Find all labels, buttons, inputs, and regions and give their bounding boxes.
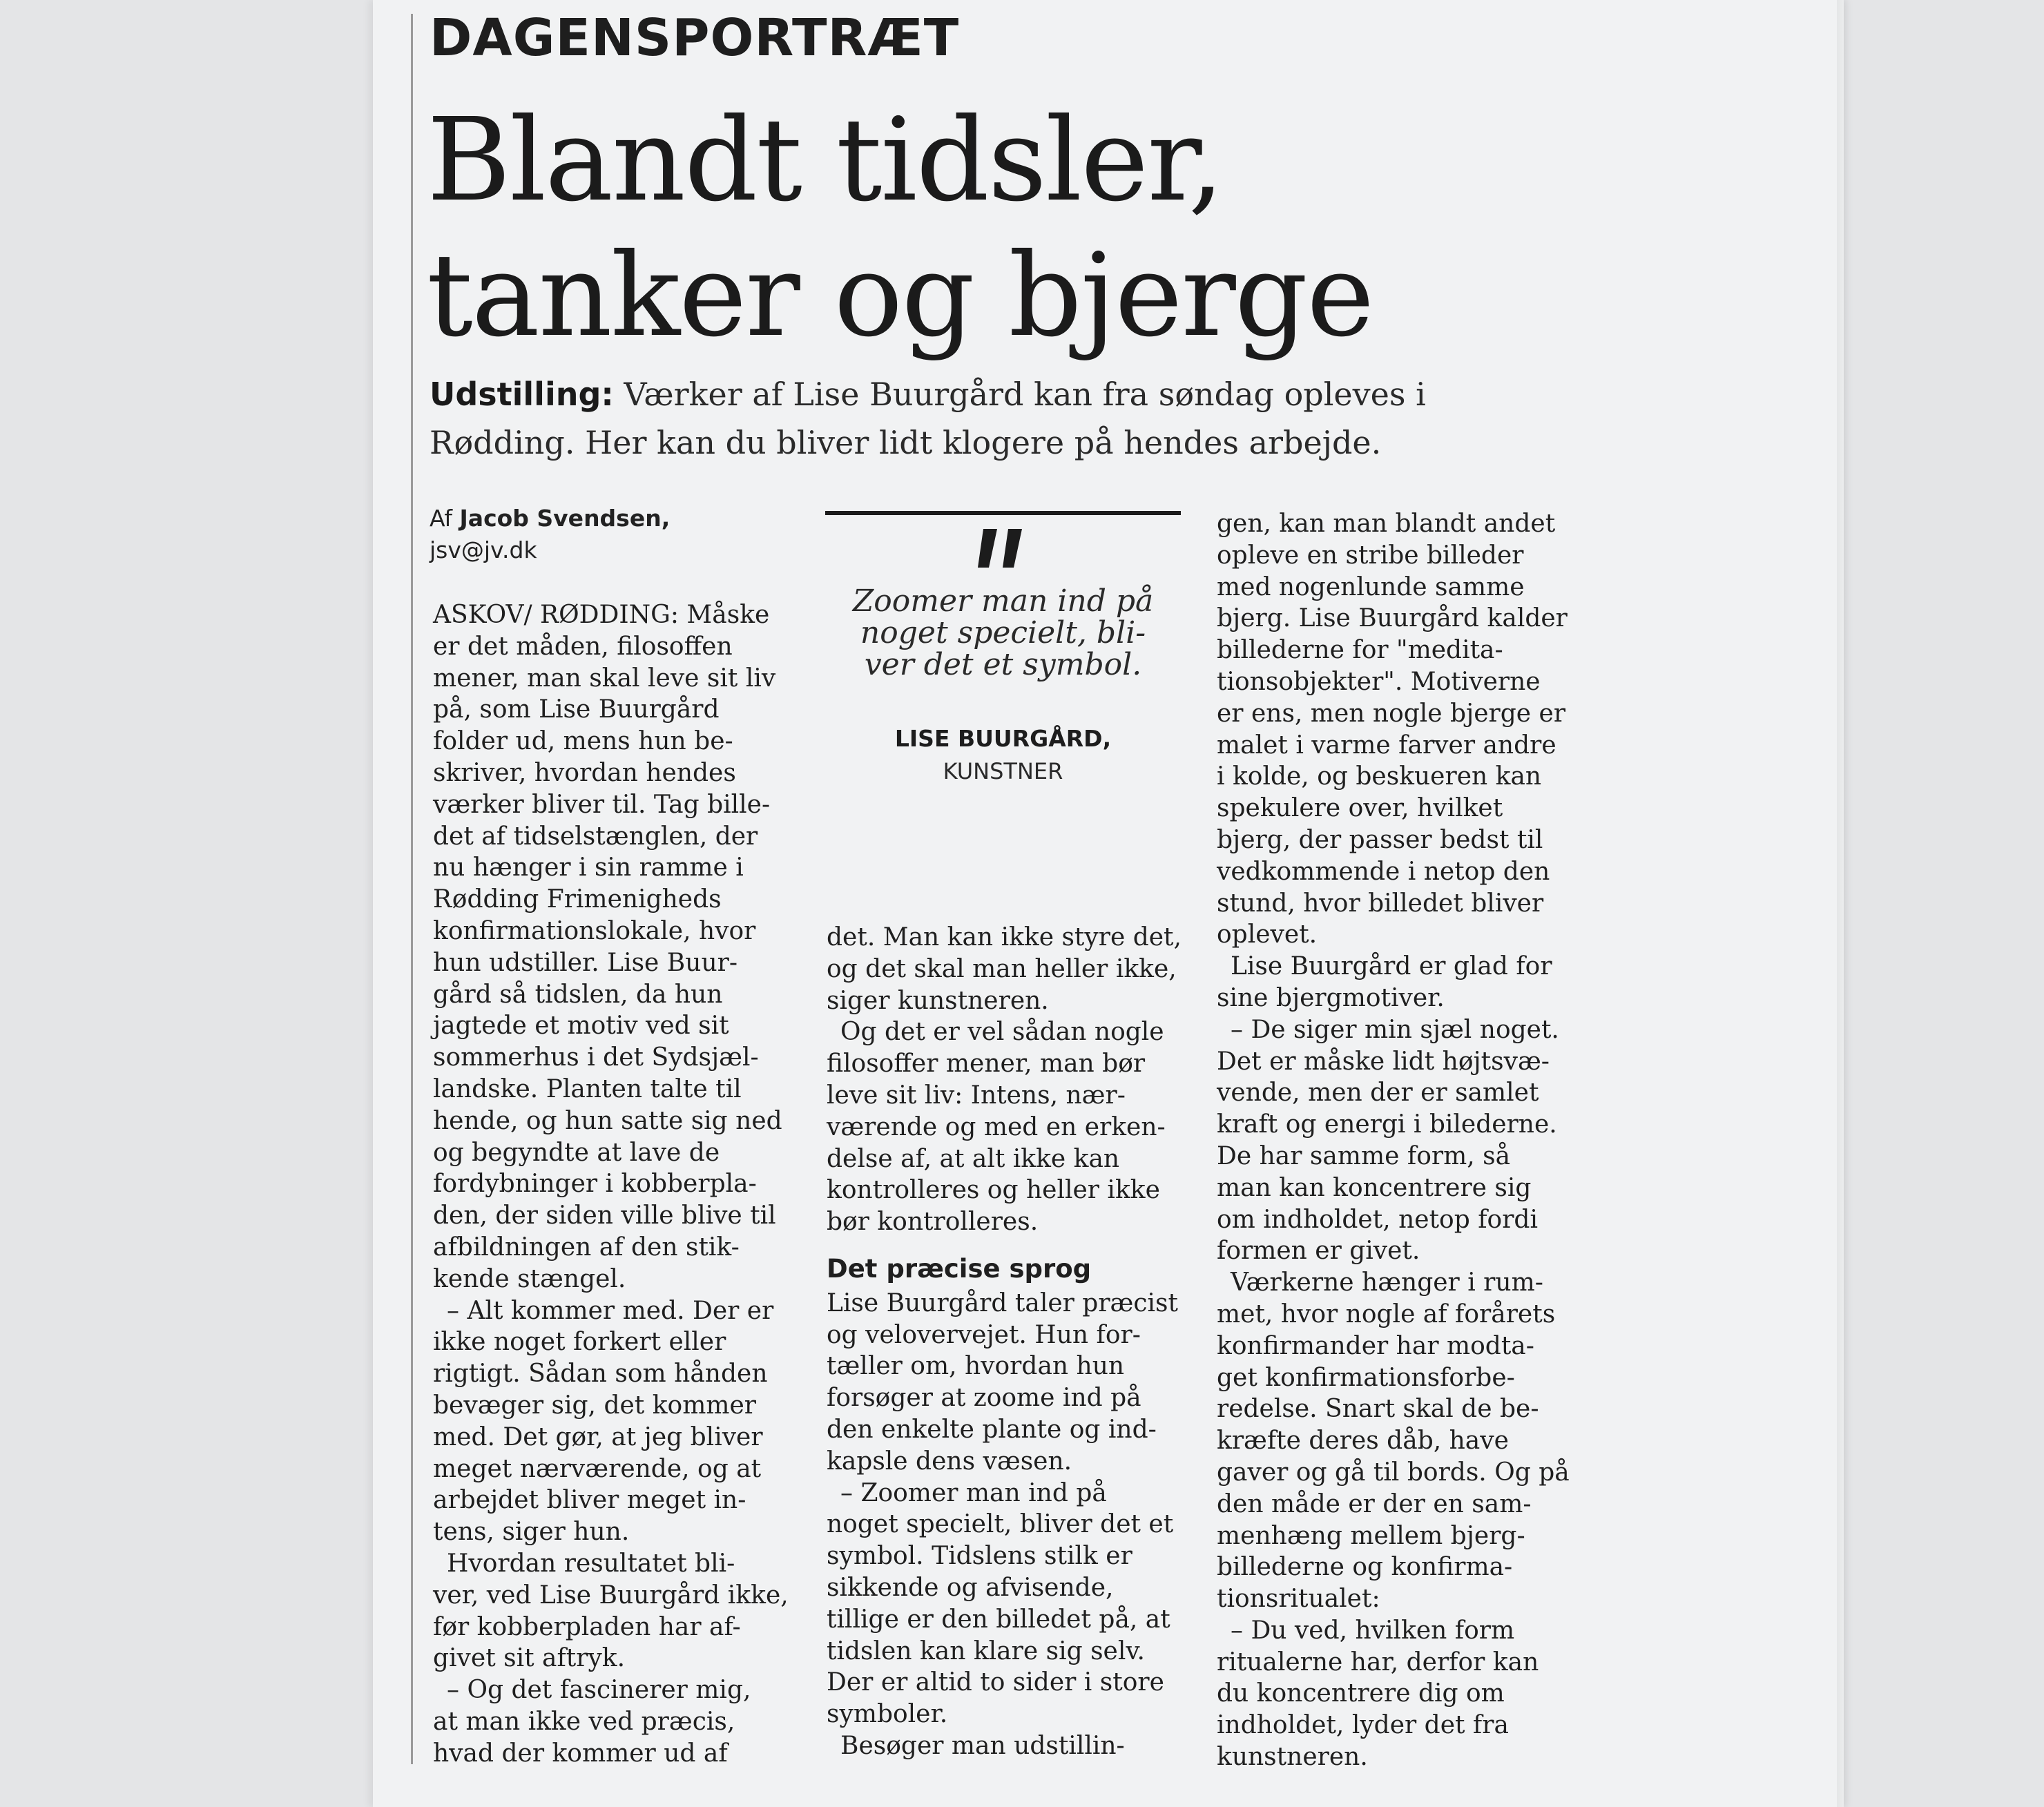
article-line: landske. Planten talte til bbox=[433, 1074, 742, 1103]
headline-line-1: Blandt tidsler, bbox=[427, 94, 1224, 227]
article-line: ver, ved Lise Buurgård ikke, bbox=[433, 1581, 789, 1610]
pull-quote bbox=[825, 583, 1181, 682]
article-line: – Alt kommer med. Der er bbox=[447, 1296, 774, 1325]
article-line: symbol. Tidslens stilk er bbox=[827, 1542, 1132, 1571]
article-line: kontrolleres og heller ikke bbox=[827, 1176, 1160, 1205]
article-line: bjerg. Lise Buurgård kalder bbox=[1217, 604, 1568, 633]
article-line: gen, kan man blandt andet bbox=[1217, 510, 1556, 538]
article-line: opleve en stribe billeder bbox=[1217, 541, 1524, 570]
article-line: folder ud, mens hun be- bbox=[433, 727, 733, 756]
pull-quote-line: Zoomer man ind på bbox=[852, 583, 1154, 619]
article-line: med nogenlunde samme bbox=[1217, 572, 1525, 601]
article-line: noget specielt, bliver det et bbox=[827, 1510, 1174, 1539]
article-line: den måde er der en sam- bbox=[1217, 1489, 1532, 1518]
article-line: mener, man skal leve sit liv bbox=[433, 664, 776, 693]
article-line: met, hvor nogle af forårets bbox=[1217, 1299, 1556, 1328]
article-line: billederne for "medita- bbox=[1217, 636, 1503, 665]
article-line: De har samme form, så bbox=[1217, 1141, 1511, 1170]
article-line: bjerg, der passer bedst til bbox=[1217, 825, 1543, 854]
article-line: værker bliver til. Tag bille- bbox=[433, 790, 771, 819]
article-line: jagtede et motiv ved sit bbox=[433, 1012, 729, 1041]
article-line: – Og det fascinerer mig, bbox=[447, 1676, 751, 1705]
article-line: bør kontrolleres. bbox=[827, 1208, 1039, 1237]
article-line: bevæger sig, det kommer bbox=[433, 1391, 756, 1420]
article-line: det. Man kan ikke styre det, bbox=[827, 923, 1182, 951]
article-line: redelse. Snart skal de be- bbox=[1217, 1395, 1539, 1424]
article-line: sikkende og afvisende, bbox=[827, 1573, 1114, 1602]
article-line: kunstneren. bbox=[1217, 1743, 1368, 1772]
deck-label: Udstilling: bbox=[430, 376, 614, 413]
article-line: før kobberpladen har af- bbox=[433, 1612, 741, 1641]
article-column-1 bbox=[433, 599, 799, 1769]
kicker-part1: DAGENS bbox=[430, 8, 673, 68]
article-line: leve sit liv: Intens, nær- bbox=[827, 1081, 1126, 1110]
deck-line-1: Værker af Lise Buurgård kan fra søndag opleves i bbox=[613, 376, 1426, 413]
pull-quote-attribution-name: LISE BUURGÅRD, bbox=[894, 725, 1112, 752]
article-line: spekulere over, hvilket bbox=[1217, 794, 1503, 823]
article-line: Der er altid to sider i store bbox=[827, 1668, 1164, 1697]
article-line: kende stængel. bbox=[433, 1264, 626, 1293]
article-line: man kan koncentrere sig bbox=[1217, 1173, 1532, 1202]
article-line: menhæng mellem bjerg- bbox=[1217, 1521, 1525, 1550]
article-line: den enkelte plante og ind- bbox=[827, 1415, 1157, 1444]
pull-quote-line: ver det et symbol. bbox=[864, 647, 1142, 682]
article-line: forsøger at zoome ind på bbox=[827, 1384, 1141, 1413]
byline-author: Jacob Svendsen, bbox=[459, 505, 671, 532]
deck bbox=[430, 370, 1603, 467]
byline-email: jsv@jv.dk bbox=[430, 537, 537, 563]
article-line: tionsritualet: bbox=[1217, 1585, 1380, 1614]
article-line: sine bjergmotiver. bbox=[1217, 983, 1445, 1012]
article-line: indholdet, lyder det fra bbox=[1217, 1711, 1509, 1740]
article-line: vende, men der er samlet bbox=[1217, 1079, 1539, 1108]
subheading: Det præcise sprog bbox=[827, 1253, 1092, 1284]
article-line: tidslen kan klare sig selv. bbox=[827, 1636, 1145, 1665]
article-line: på, som Lise Buurgård bbox=[433, 695, 720, 724]
headline bbox=[427, 93, 1532, 364]
article-line: Og det er vel sådan nogle bbox=[840, 1018, 1164, 1047]
article-line: og det skal man heller ikke, bbox=[827, 954, 1177, 983]
article-line: Det er måske lidt højtsvæ- bbox=[1217, 1047, 1550, 1076]
article-line: er ens, men nogle bjerge er bbox=[1217, 699, 1566, 728]
article-line: symboler. bbox=[827, 1700, 948, 1729]
article-line: billederne og konfirma- bbox=[1217, 1553, 1513, 1582]
article-line: værende og med en erken- bbox=[827, 1112, 1166, 1141]
article-line: fordybninger i kobberpla- bbox=[433, 1170, 757, 1199]
article-line: Lise Buurgård taler præcist bbox=[827, 1288, 1178, 1317]
article-line: skriver, hvordan hendes bbox=[433, 758, 736, 787]
article-line: sommerhus i det Sydsjæl- bbox=[433, 1043, 759, 1072]
article-line: hende, og hun satte sig ned bbox=[433, 1106, 782, 1135]
article-line: formen er givet. bbox=[1217, 1237, 1420, 1266]
article-line: konfirmationslokale, hvor bbox=[433, 916, 756, 945]
article-line: rigtigt. Sådan som hånden bbox=[433, 1360, 768, 1389]
article-line: hvad der kommer ud af bbox=[433, 1739, 728, 1768]
article-line: kræfte deres dåb, have bbox=[1217, 1427, 1509, 1456]
article-line: filosoffer mener, man bør bbox=[827, 1050, 1146, 1079]
article-line: afbildningen af den stik- bbox=[433, 1233, 740, 1262]
article-line: Værkerne hænger i rum- bbox=[1231, 1268, 1543, 1297]
headline-line-2: tanker og bjerge bbox=[427, 229, 1373, 363]
byline-prefix: Af bbox=[430, 505, 460, 532]
article-line: med. Det gør, at jeg bliver bbox=[433, 1422, 763, 1451]
article-line: Lise Buurgård er glad for bbox=[1231, 952, 1552, 981]
article-line: – De siger min sjæl noget. bbox=[1231, 1015, 1559, 1044]
pull-quote-rule bbox=[825, 511, 1181, 515]
pull-quote-line: noget specielt, bli- bbox=[860, 615, 1146, 650]
article-line: delse af, at alt ikke kan bbox=[827, 1144, 1120, 1173]
page-edge-shadow bbox=[1837, 0, 1849, 1807]
article-line: tæller om, hvordan hun bbox=[827, 1352, 1125, 1381]
kicker-part2: PORTRÆT bbox=[672, 8, 960, 68]
article-line: oplevet. bbox=[1217, 920, 1318, 949]
article-line: tillige er den billedet på, at bbox=[827, 1605, 1170, 1634]
article-line: og begyndte at lave de bbox=[433, 1138, 720, 1167]
article-line: om indholdet, netop fordi bbox=[1217, 1205, 1538, 1234]
deck-line-2: Rødding. Her kan du bliver lidt klogere på hendes arbejde. bbox=[430, 424, 1382, 461]
quote-mark-icon bbox=[974, 525, 1029, 573]
article-line: – Zoomer man ind på bbox=[840, 1478, 1107, 1507]
article-column-2 bbox=[827, 922, 1186, 1762]
article-line: du koncentrere dig om bbox=[1217, 1679, 1505, 1708]
article-line: at man ikke ved præcis, bbox=[433, 1707, 735, 1736]
article-line: hun udstiller. Lise Buur- bbox=[433, 948, 737, 977]
article-line: kapsle dens væsen. bbox=[827, 1447, 1072, 1476]
article-line: ritualerne har, derfor kan bbox=[1217, 1647, 1539, 1676]
article-line: get konfirmationsforbe- bbox=[1217, 1363, 1515, 1392]
article-line: er det måden, filosoffen bbox=[433, 632, 733, 661]
article-line: gård så tidslen, da hun bbox=[433, 980, 723, 1009]
byline bbox=[430, 503, 670, 566]
article-column-3 bbox=[1217, 508, 1583, 1773]
article-line: ikke noget forkert eller bbox=[433, 1328, 726, 1357]
article-line: Rødding Frimenigheds bbox=[433, 885, 722, 914]
article-line: ASKOV/ RØDDING: Måske bbox=[433, 601, 770, 629]
article-line: det af tidselstænglen, der bbox=[433, 822, 758, 851]
article-line: nu hænger i sin ramme i bbox=[433, 853, 744, 882]
article-line: tens, siger hun. bbox=[433, 1518, 630, 1547]
article-line: konfirmander har modta- bbox=[1217, 1331, 1534, 1360]
article-line: den, der siden ville blive til bbox=[433, 1201, 776, 1230]
pull-quote-attribution-title: KUNSTNER bbox=[943, 758, 1063, 784]
article-line: Hvordan resultatet bli- bbox=[447, 1549, 735, 1578]
article-line: tionsobjekter". Motiverne bbox=[1217, 667, 1541, 696]
section-kicker bbox=[430, 8, 959, 68]
article-line: givet sit aftryk. bbox=[433, 1644, 626, 1673]
column-rule bbox=[411, 14, 413, 1764]
article-line: – Du ved, hvilken form bbox=[1231, 1616, 1515, 1645]
article-line: kraft og energi i bilederne. bbox=[1217, 1110, 1557, 1139]
article-line: siger kunstneren. bbox=[827, 986, 1049, 1015]
article-line: meget nærværende, og at bbox=[433, 1454, 762, 1483]
article-line: vedkommende i netop den bbox=[1217, 857, 1550, 886]
article-line: i kolde, og beskueren kan bbox=[1217, 762, 1542, 791]
article-line: gaver og gå til bords. Og på bbox=[1217, 1458, 1570, 1487]
article-line: malet i varme farver andre bbox=[1217, 731, 1556, 760]
article-line: arbejdet bliver meget in- bbox=[433, 1486, 746, 1515]
article-line: og velovervejet. Hun for- bbox=[827, 1320, 1141, 1349]
article-line: stund, hvor billedet bliver bbox=[1217, 889, 1544, 918]
article-line: Besøger man udstillin- bbox=[840, 1731, 1125, 1760]
